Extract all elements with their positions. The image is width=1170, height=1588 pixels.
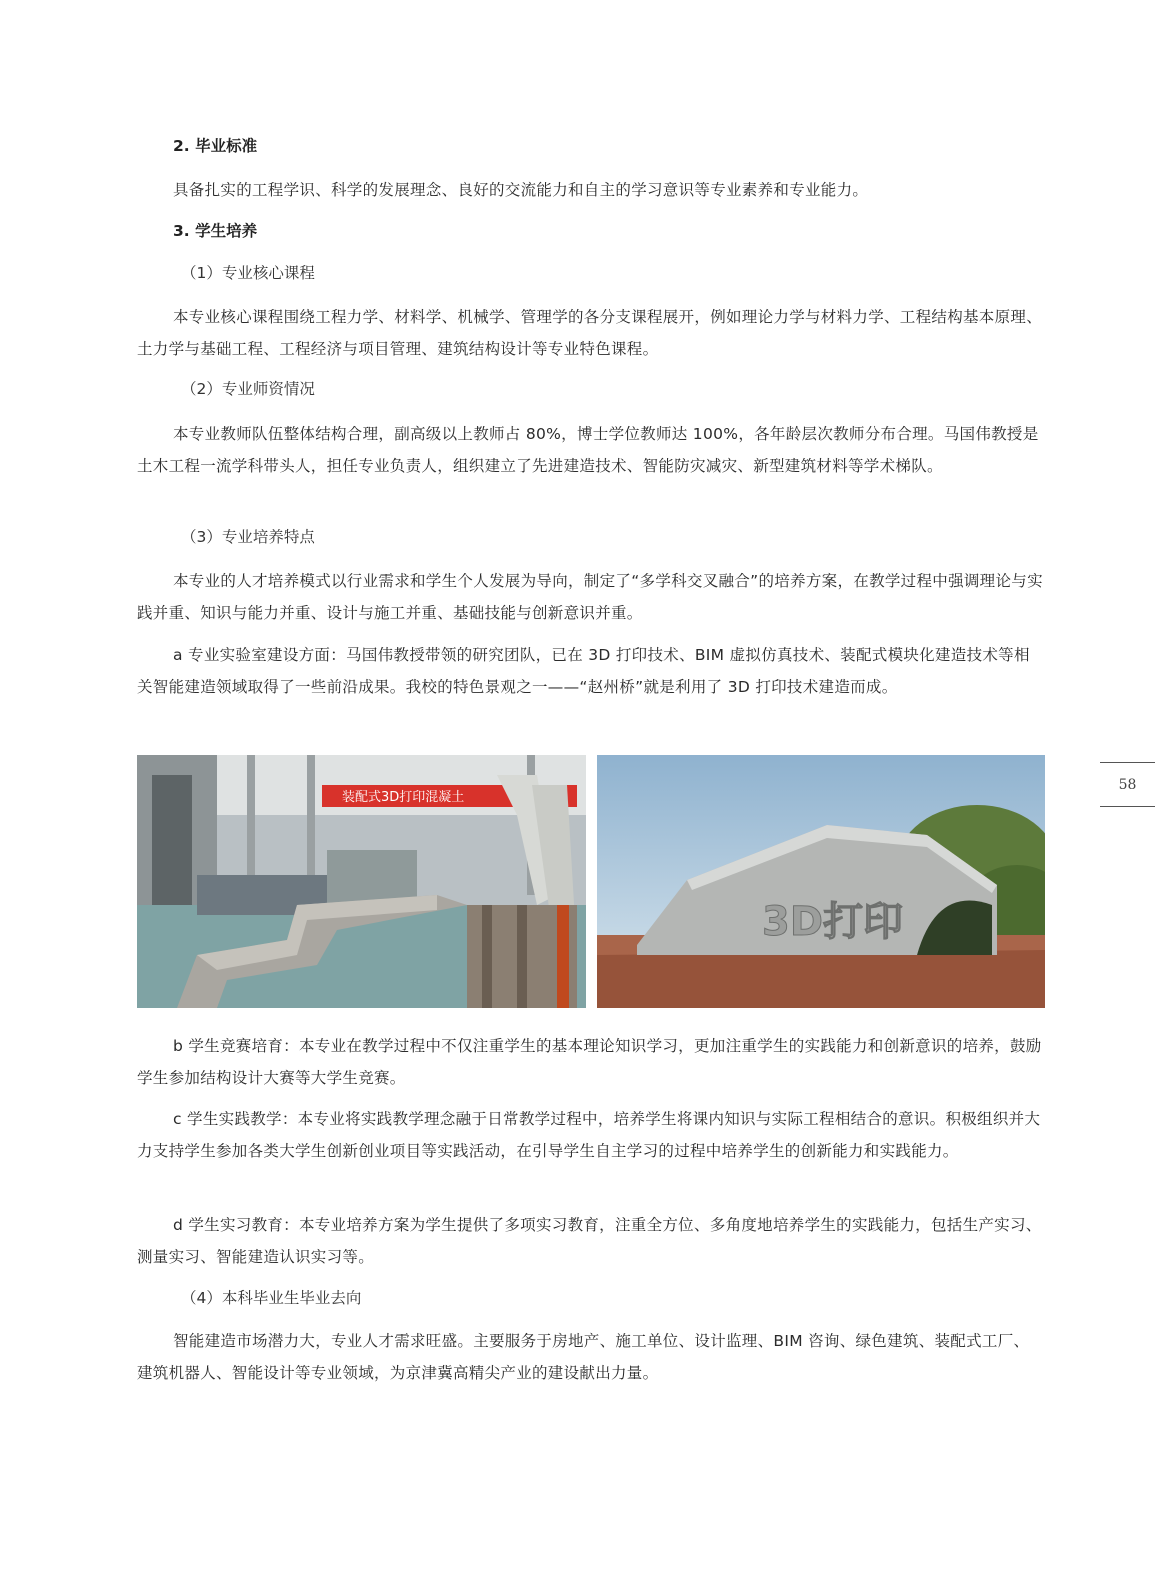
core-courses-heading: （1）专业核心课程 — [181, 264, 315, 282]
section-2-heading: 2. 毕业标准 — [173, 137, 258, 155]
features-heading: （3）专业培养特点 — [181, 528, 315, 546]
section-2-body — [137, 174, 1045, 206]
career-paragraph: 智能建造市场潜力大，专业人才需求旺盛。主要服务于房地产、施工单位、设计监理、BIM 咨询、绿色建筑、装配式工厂、建筑机器人、智能设计等专业领域，为京津冀高精尖产业的建设献出力量。 — [137, 1332, 1030, 1382]
photo-3d-printed-bridge — [597, 755, 1045, 1008]
item-a-paragraph: a 专业实验室建设方面：马国伟教授带领的研究团队，已在 3D 打印技术、BIM 虚拟仿真技术、装配式模块化建造技术等相关智能建造领域取得了一些前沿成果。我校的特色景观之一——“赵州桥”就是利用了 3D 打印技术建造而成。 — [137, 646, 1030, 696]
graduation-standard-paragraph: 具备扎实的工程学识、科学的发展理念、良好的交流能力和自主的学习意识等专业素养和专业能力。 — [173, 181, 869, 199]
item-b-block — [137, 1030, 1045, 1094]
faculty-paragraph: 本专业教师队伍整体结构合理，副高级以上教师占 80%，博士学位教师达 100%，各年龄层次教师分布合理。马国伟教授是土木工程一流学科带头人，担任专业负责人，组织建立了先进建造技术、智能防灾减灾、新型建筑材料等学术梯队。 — [137, 425, 1039, 475]
career-heading: （4）本科毕业生毕业去向 — [181, 1289, 362, 1307]
career-body — [137, 1325, 1045, 1389]
page-number: 58 — [1100, 762, 1155, 807]
banner-text: 装配式3D打印混凝土 — [342, 790, 465, 805]
faculty-heading: （2）专业师资情况 — [181, 380, 315, 398]
item-a-block — [137, 639, 1045, 703]
features-paragraph: 本专业的人才培养模式以行业需求和学生个人发展为导向，制定了“多学科交叉融合”的培养方案，在教学过程中强调理论与实践并重、知识与能力并重、设计与施工并重、基础技能与创新意识并重。 — [137, 572, 1043, 622]
bridge-sign-text: 3D打印 — [762, 899, 904, 945]
bridge-illustration — [597, 755, 1045, 1008]
faculty-body — [137, 418, 1045, 482]
item-d-paragraph: d 学生实习教育：本专业培养方案为学生提供了多项实习教育，注重全方位、多角度地培养学生的实践能力，包括生产实习、测量实习、智能建造认识实习等。 — [137, 1216, 1042, 1266]
section-3-heading: 3. 学生培养 — [173, 222, 258, 240]
item-b-paragraph: b 学生竞赛培育：本专业在教学过程中不仅注重学生的基本理论知识学习，更加注重学生的实践能力和创新意识的培养，鼓励学生参加结构设计大赛等大学生竞赛。 — [137, 1037, 1042, 1087]
photo-3d-printing-workshop — [137, 755, 586, 1008]
item-c-block — [137, 1103, 1045, 1167]
core-courses-paragraph: 本专业核心课程围绕工程力学、材料学、机械学、管理学的各分支课程展开，例如理论力学与材料力学、工程结构基本原理、土力学与基础工程、工程经济与项目管理、建筑结构设计等专业特色课程。 — [137, 308, 1043, 358]
features-body — [137, 565, 1045, 629]
workshop-illustration — [137, 755, 586, 1008]
item-d-block — [137, 1209, 1045, 1273]
item-c-paragraph: c 学生实践教学：本专业将实践教学理念融于日常教学过程中，培养学生将课内知识与实际工程相结合的意识。积极组织并大力支持学生参加各类大学生创新创业项目等实践活动，在引导学生自主学习的过程中培养学生的创新能力和实践能力。 — [137, 1110, 1041, 1160]
core-courses-body — [137, 301, 1045, 365]
